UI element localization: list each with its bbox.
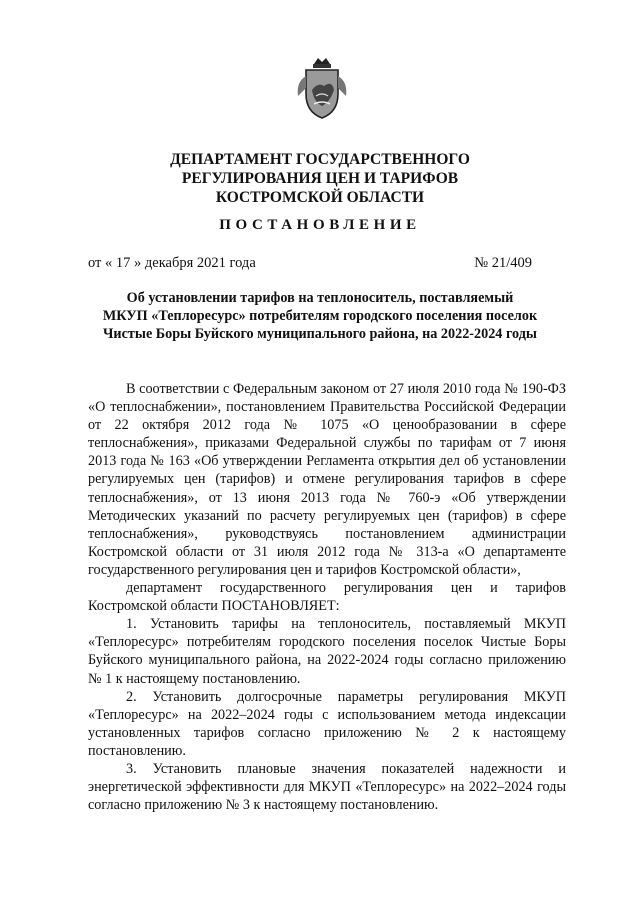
body-paragraph-item-2: 2. Установить долгосрочные параметры регулирования МКУП «Теплоресурс» на 2022–2024 годы с использованием метода индексации установленных тарифов согласно приложению № 2 к настоящему постановлению.	[88, 688, 566, 759]
body-paragraph-resolves: департамент государственного регулирования цен и тарифов Костромской области ПОСТАНОВЛЯЕТ:	[88, 580, 566, 615]
subject-line-2: МКУП «Теплоресурс» потребителям городского поселения поселок	[102, 308, 538, 324]
decree-meta	[88, 255, 532, 272]
department-line-2: РЕГУЛИРОВАНИЯ ЦЕН И ТАРИФОВ	[181, 170, 459, 187]
body-paragraph-preamble: В соответствии с Федеральным законом от 27 июля 2010 года № 190-ФЗ «О теплоснабжении», постановлением Правительства Российской Федерации от 22 октября 2012 года № 1075 «О ценообразовании в сфере теплоснабжения», приказами Федеральной службы по тарифам от 7 июня 2013 года № 163 «Об утверждении Регламента открытия дел об установлении регулируемых цен (тарифов) и отмене регулирования тарифов в сфере теплоснабжения», от 13 июня 2013 года № 760-э «Об утверждении Методических указаний по расчету регулируемых цен (тарифов) в сфере теплоснабжения», руководствуясь постановлением администрации Костромской области от 31 июля 2012 года № 313-а «О департаменте государственного регулирования цен и тарифов Костромской области»,	[88, 381, 566, 578]
decree-date: от « 17 » декабря 2021 года	[88, 255, 256, 271]
decree-body	[88, 380, 566, 814]
coat-of-arms-icon	[294, 56, 350, 120]
body-paragraph-item-3: 3. Установить плановые значения показателей надежности и энергетической эффективности для МКУП «Теплоресурс» на 2022–2024 годы согласно приложению № 3 к настоящему постановлению.	[88, 760, 566, 814]
decree-subject	[0, 289, 640, 343]
body-paragraph-item-1: 1. Установить тарифы на теплоноситель, поставляемый МКУП «Теплоресурс» потребителям городского поселения поселок Чистые Боры Буйского муниципального района, на 2022-2024 годы согласно приложению № 1 к настоящему постановлению.	[88, 616, 566, 687]
subject-line-3: Чистые Боры Буйского муниципального района, на 2022-2024 годы	[103, 326, 537, 342]
decree-title: ПОСТАНОВЛЕНИЕ	[219, 217, 421, 233]
department-line-3: КОСТРОМСКОЙ ОБЛАСТИ	[215, 189, 425, 206]
department-line-1: ДЕПАРТАМЕНТ ГОСУДАРСТВЕННОГО	[170, 151, 470, 168]
decree-number: № 21/409	[474, 255, 532, 271]
subject-line-1: Об установлении тарифов на теплоноситель, поставляемый	[126, 290, 514, 306]
department-name	[0, 150, 640, 207]
